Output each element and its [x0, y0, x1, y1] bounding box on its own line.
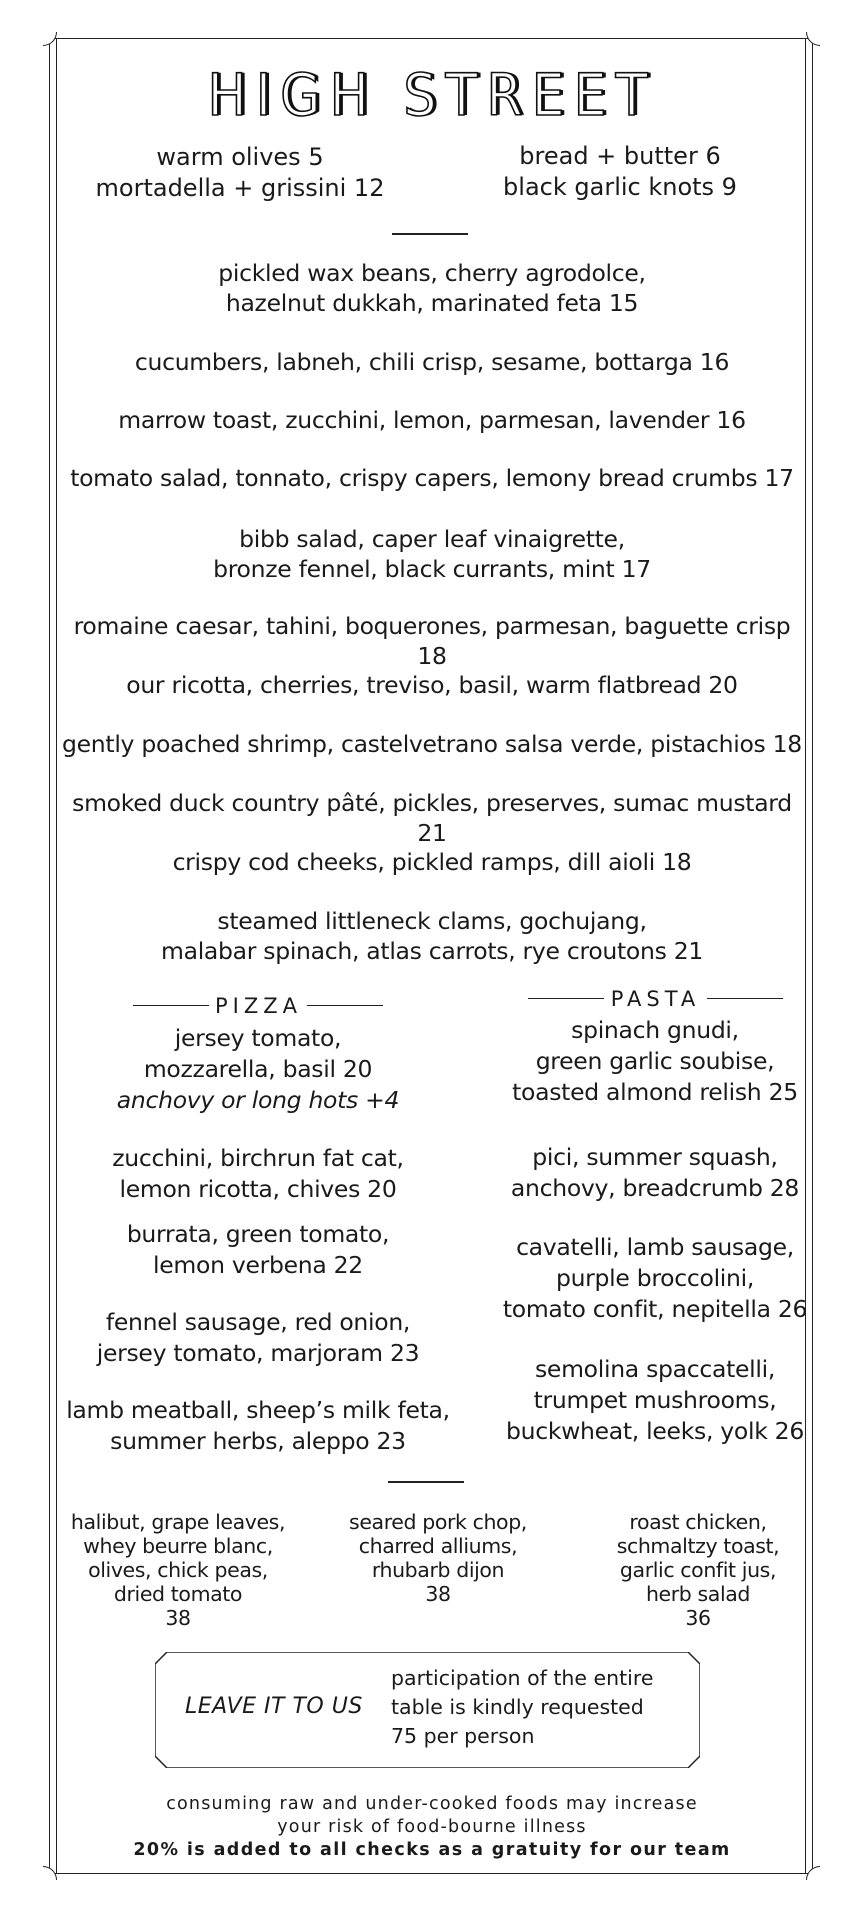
menu-item: semolina spaccatelli, trumpet mushrooms, buckwheat, leeks, yolk 26 — [505, 1355, 804, 1445]
divider — [388, 1481, 464, 1483]
pizza-heading — [130, 993, 385, 1019]
pasta-title: PASTA — [610, 987, 701, 1011]
menu-item: marrow toast, zucchini, lemon, parmesan, lavender 16 — [118, 406, 746, 434]
footer-notice: consuming raw and under-cooked foods may increase your risk of food-bourne illness 20% is added to all checks as a gratuity for our team — [133, 1794, 731, 1860]
snack-item: black garlic knots 9 — [503, 173, 737, 201]
main-price: 38 — [425, 1582, 451, 1606]
pizza-title: PIZZA — [215, 994, 302, 1018]
tasting-box — [155, 1652, 700, 1768]
snacks-right — [470, 141, 770, 203]
gratuity-notice: 20% is added to all checks as a gratuity for our team — [133, 1840, 731, 1860]
main-price: 36 — [685, 1606, 711, 1630]
pasta-heading — [528, 986, 783, 1012]
main-price: 38 — [165, 1606, 191, 1630]
menu-item: pickled wax beans, cherry agrodolce, hazelnut dukkah, marinated feta 15 — [218, 259, 646, 317]
snack-item: bread + butter 6 — [519, 142, 721, 170]
main-item: seared pork chop, charred alliums, rhubarb dijon 38 — [320, 1510, 556, 1606]
menu-item: gently poached shrimp, castelvetrano salsa verde, pistachios 18 — [62, 730, 802, 758]
menu-item: cavatelli, lamb sausage, purple broccolini, tomato confit, nepitella 26 — [502, 1233, 808, 1323]
tasting-details: participation of the entire table is kindly requested 75 per person — [391, 1666, 654, 1748]
heading-rule — [528, 998, 604, 999]
heading-rule — [133, 1005, 209, 1006]
menu-item: crispy cod cheeks, pickled ramps, dill aioli 18 — [172, 848, 692, 876]
menu-item: spinach gnudi, green garlic soubise, toasted almond relish 25 — [512, 1016, 798, 1106]
menu-item: burrata, green tomato, lemon verbena 22 — [126, 1220, 390, 1279]
main-item: halibut, grape leaves, whey beurre blanc, olives, chick peas, dried tomato 38 — [60, 1510, 296, 1630]
heading-rule — [307, 1005, 383, 1006]
menu-item: cucumbers, labneh, chili crisp, sesame, bottarga 16 — [134, 348, 730, 376]
divider — [392, 233, 468, 235]
menu-item: pici, summer squash, anchovy, breadcrumb 28 — [510, 1143, 800, 1202]
menu-item: romaine caesar, tahini, boquerones, parmesan, baguette crisp 18 — [73, 612, 791, 670]
restaurant-name: HIGH STREET — [207, 61, 657, 129]
menu-item: lamb meatball, sheep’s milk feta, summer herbs, aleppo 23 — [66, 1396, 450, 1455]
menu-item: our ricotta, cherries, treviso, basil, warm flatbread 20 — [126, 671, 738, 699]
menu-item: bibb salad, caper leaf vinaigrette, bronze fennel, black currants, mint 17 — [213, 525, 651, 583]
snack-item: warm olives 5 — [156, 143, 324, 171]
pizza-addon: anchovy or long hots +4 — [116, 1086, 400, 1114]
menu-item: smoked duck country pâté, pickles, preserves, sumac mustard 21 — [72, 789, 792, 847]
menu-item: tomato salad, tonnato, crispy capers, lemony bread crumbs 17 — [70, 464, 794, 492]
menu-item: fennel sausage, red onion, jersey tomato, marjoram 23 — [96, 1308, 420, 1367]
heading-rule — [707, 998, 783, 999]
tasting-label: LEAVE IT TO US — [185, 1694, 363, 1719]
snack-item: mortadella + grissini 12 — [95, 174, 385, 202]
menu-item: jersey tomato, mozzarella, basil 20 anchovy or long hots +4 — [60, 1023, 456, 1116]
snacks-left — [80, 142, 400, 204]
menu-item: zucchini, birchrun fat cat, lemon ricotta, chives 20 — [112, 1144, 404, 1203]
menu-item: steamed littleneck clams, gochujang, malabar spinach, atlas carrots, rye croutons 21 — [161, 907, 703, 965]
main-item: roast chicken, schmaltzy toast, garlic confit jus, herb salad 36 — [580, 1510, 816, 1630]
